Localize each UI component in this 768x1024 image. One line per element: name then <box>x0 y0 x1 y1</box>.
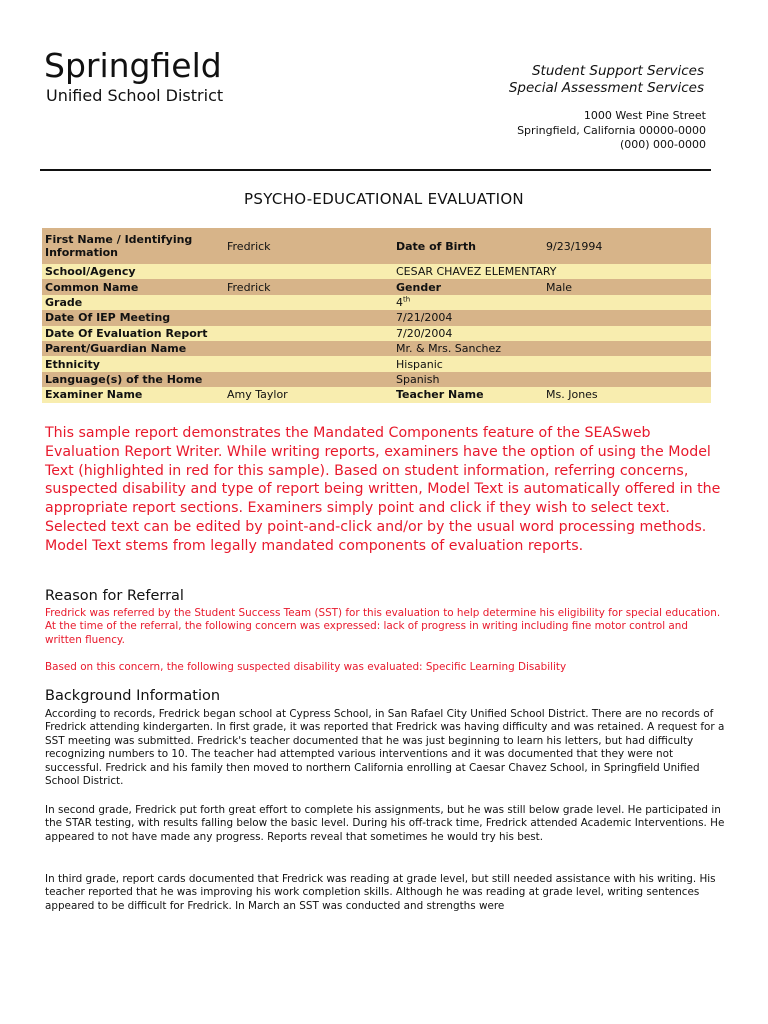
services-block <box>509 63 704 97</box>
services-line: Special Assessment Services <box>508 80 704 96</box>
field-value: Hispanic <box>393 356 711 371</box>
district-subtitle: Unified School District <box>46 86 224 105</box>
field-value <box>224 341 393 356</box>
field-value: 9/23/1994 <box>543 228 711 264</box>
header-divider <box>40 169 711 171</box>
address-city: Springfield, California 00000-0000 <box>517 123 706 137</box>
table-row <box>42 310 711 325</box>
field-label: Parent/Guardian Name <box>42 341 224 356</box>
field-value: Spanish <box>393 372 711 387</box>
grade-suffix: th <box>403 295 411 304</box>
field-value <box>224 372 393 387</box>
field-value: 7/21/2004 <box>393 310 711 325</box>
background-paragraph: According to records, Fredrick began school at Cypress School, in San Rafael City Unified School District. There are no records of Fredrick attending kindergarten. In first grade, it was reported that Fredrick was having difficulty and was retained. A request for a SST meeting was submitted. Fredrick's teacher documented that he was just beginning to learn his letters, but had difficulty recognizing numbers to 10. The teacher had attempted various interventions and it was documented that they were not successful. Fredrick and his family then moved to northern California enrolling at Caesar Chavez School, in Springfield Unified School District. <box>45 708 725 788</box>
field-label: Date of Birth <box>393 228 543 264</box>
table-row <box>42 228 711 264</box>
student-info-table <box>42 228 711 403</box>
field-value <box>224 264 393 279</box>
referral-heading: Reason for Referral <box>45 588 184 604</box>
field-value <box>393 295 711 310</box>
background-paragraph: In third grade, report cards documented that Fredrick was reading at grade level, but still needed assistance with his writing. His teacher reported that he was improving his work completion skills. Although he was reading at grade level, writing sentences appeared to be difficult for Fredrick. In March an SST was conducted and strengths were <box>45 873 716 912</box>
background-heading: Background Information <box>45 688 221 704</box>
field-label: Language(s) of the Home <box>42 372 224 387</box>
table-row <box>42 341 711 356</box>
address-phone: (000) 000-0000 <box>619 138 706 151</box>
table-row <box>42 356 711 371</box>
field-value: Male <box>543 279 711 294</box>
field-label: Date Of IEP Meeting <box>42 310 224 325</box>
field-value: 7/20/2004 <box>393 326 711 341</box>
address-street: 1000 West Pine Street <box>583 109 706 122</box>
field-label: School/Agency <box>42 264 224 279</box>
referral-disability-paragraph: Based on this concern, the following suspected disability was evaluated: Specific Learning Disability <box>45 661 567 673</box>
table-row <box>42 279 711 294</box>
field-label: Ethnicity <box>42 356 224 371</box>
table-row <box>42 295 711 310</box>
field-value: Mr. & Mrs. Sanchez <box>393 341 711 356</box>
table-row <box>42 264 711 279</box>
address-block <box>517 109 706 153</box>
field-value: Amy Taylor <box>224 387 393 402</box>
field-label: Grade <box>42 295 224 310</box>
field-value <box>224 295 393 310</box>
table-row <box>42 372 711 387</box>
field-label: Teacher Name <box>393 387 543 402</box>
field-label: Date Of Evaluation Report <box>42 326 224 341</box>
field-value: Fredrick <box>224 228 393 264</box>
field-value: Fredrick <box>224 279 393 294</box>
field-label: Common Name <box>42 279 224 294</box>
field-value: CESAR CHAVEZ ELEMENTARY <box>393 264 711 279</box>
district-name: Springfield <box>44 46 222 85</box>
table-row <box>42 326 711 341</box>
field-label: Gender <box>393 279 543 294</box>
document-title: PSYCHO-EDUCATIONAL EVALUATION <box>244 190 524 208</box>
field-label: First Name / Identifying Information <box>42 228 224 264</box>
background-paragraph: In second grade, Fredrick put forth great effort to complete his assignments, but he was still below grade level. He participated in the STAR testing, with results falling below the basic level. During his off-track time, Fredrick attended Academic Interventions. He appeared to not have made any progress. Reports reveal that sometimes he would try his best. <box>45 804 725 843</box>
field-value <box>224 356 393 371</box>
referral-paragraph: Fredrick was referred by the Student Success Team (SST) for this evaluation to help determine his eligibility for special education. At the time of the referral, the following concern was expressed: lack of progress in writing including fine motor control and written fluency. <box>45 607 721 646</box>
table-row <box>42 387 711 402</box>
services-line: Student Support Services <box>531 63 704 79</box>
field-label: Examiner Name <box>42 387 224 402</box>
intro-model-text: This sample report demonstrates the Mandated Components feature of the SEASweb Evaluation Report Writer. While writing reports, examiners have the option of using the Model Text (highlighted in red for this sample). Based on student information, referring concerns, suspected disability and type of report being written, Model Text is automatically offered in the appropriate report sections. Examiners simply point and click if they wish to select text. Selected text can be edited by point-and-click and/or by the usual word processing methods. Model Text stems from legally mandated components of evaluation reports. <box>45 425 721 554</box>
field-value: Ms. Jones <box>543 387 711 402</box>
grade-number: 4 <box>396 295 403 309</box>
field-value <box>224 310 393 325</box>
field-value <box>224 326 393 341</box>
